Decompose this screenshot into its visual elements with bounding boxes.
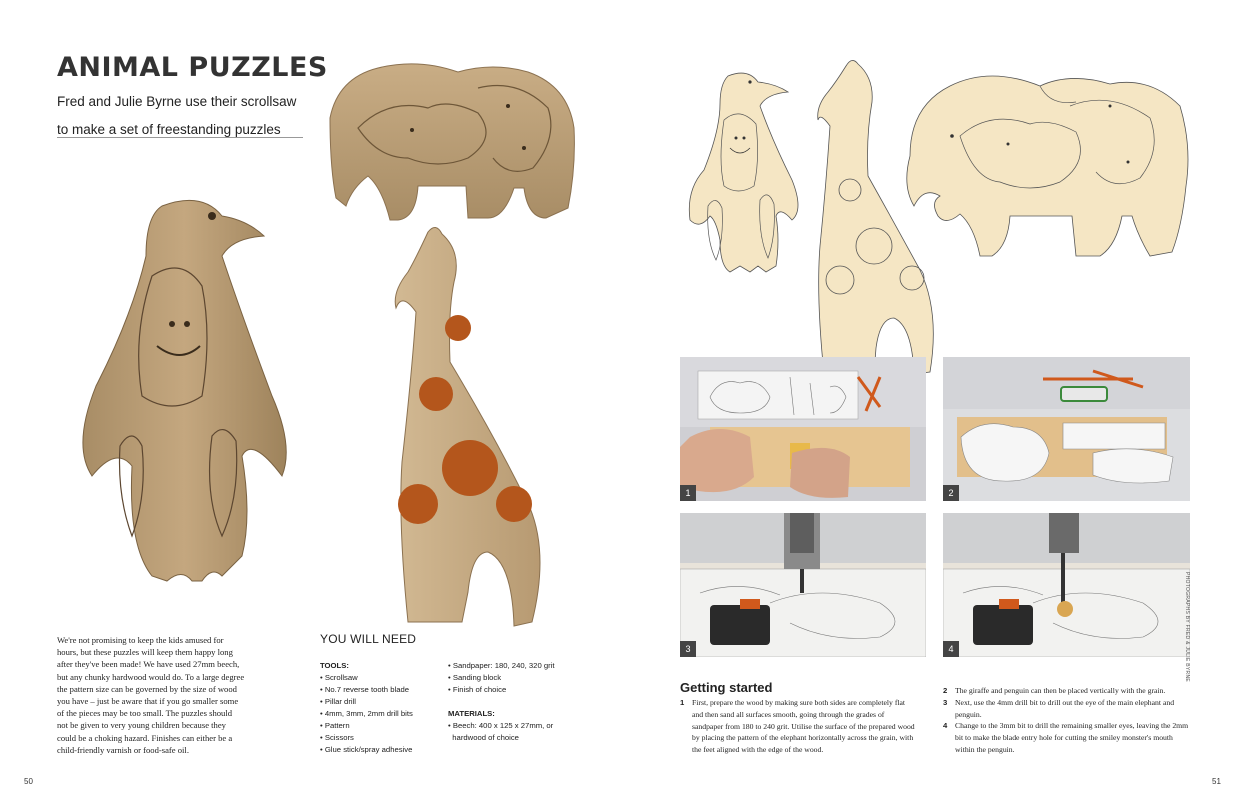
- list-item: • Pattern: [320, 721, 350, 730]
- list-item: • No.7 reverse tooth blade: [320, 685, 410, 694]
- step-number: 1: [680, 698, 685, 707]
- list-item: • Glue stick/spray adhesive: [320, 745, 413, 754]
- step-2: [943, 685, 1189, 697]
- list-item: • Beech: 400 x 125 x 27mm, or: [448, 721, 554, 730]
- step-4: [943, 720, 1189, 755]
- tools-heading: TOOLS:: [320, 661, 349, 670]
- step-text: First, prepare the wood by making sure both sides are completely flat and then sand all surfaces smooth, going through the grades of sandpaper from 180 to 240 grit. Utilise the surface of the prepared wood by placing the pattern of the elephant horizontally across the grain, with the feet aligned with the edge of the wood.: [692, 698, 915, 755]
- list-item: hardwood of choice: [448, 733, 519, 742]
- photo-label-2: 2: [943, 485, 959, 501]
- page-subtitle: [57, 88, 317, 144]
- wooden-penguin-photo: [72, 196, 294, 590]
- step-text: The giraffe and penguin can then be placed vertically with the grain.: [955, 686, 1166, 695]
- step-photo-2: [943, 357, 1190, 501]
- step-3: [943, 697, 1189, 721]
- pattern-penguin: [680, 70, 800, 276]
- pattern-elephant: [900, 66, 1192, 260]
- materials-heading: MATERIALS:: [448, 709, 495, 718]
- page-title: ANIMAL PUZZLES: [57, 52, 328, 83]
- page-number-left: 50: [24, 777, 33, 786]
- list-item: • Sandpaper: 180, 240, 320 grit: [448, 661, 555, 670]
- step-text: Change to the 3mm bit to drill the remaining smaller eyes, leaving the 2mm bit to make the blade entry hole for cutting the smiley monster's mouth within the penguin.: [955, 721, 1189, 754]
- steps-column-1: [680, 697, 916, 756]
- wooden-elephant-photo: [318, 58, 580, 226]
- step-1: [680, 697, 916, 756]
- step-photo-3: [680, 513, 926, 657]
- list-item: • Scissors: [320, 733, 354, 742]
- step-text: Next, use the 4mm drill bit to drill out the eye of the main elephant and penguin.: [955, 697, 1175, 719]
- photo-label-3: 3: [680, 641, 696, 657]
- wooden-giraffe-photo: [392, 222, 552, 630]
- step-photo-4: [943, 513, 1190, 657]
- photo-label-4: 4: [943, 641, 959, 657]
- list-item: • Scrollsaw: [320, 673, 358, 682]
- page-number-right: 51: [1212, 777, 1221, 786]
- subtitle-line-2: to make a set of freestanding puzzles: [57, 122, 281, 137]
- supplies-list: [448, 660, 588, 744]
- steps-column-2: [943, 685, 1189, 756]
- tools-list: [320, 660, 440, 756]
- title-rule: [57, 137, 303, 138]
- step-number: 3: [943, 697, 948, 707]
- photo-label-1: 1: [680, 485, 696, 501]
- list-item: • 4mm, 3mm, 2mm drill bits: [320, 709, 413, 718]
- list-item: • Finish of choice: [448, 685, 507, 694]
- subtitle-line-1: Fred and Julie Byrne use their scrollsaw: [57, 94, 297, 109]
- intro-paragraph: We're not promising to keep the kids amused for hours, but these puzzles will keep them happy long after they've been made! We have used 27mm beech, but any chunky hardwood would do. To a large degree the pattern size can be governed by the size of wood you have – just be aware that if you go smaller some of the pieces may be too small. The puzzles should not be given to very young children because they could be a choking hazard. Finishes can either be a child-friendly varnish or food-safe oil.: [57, 635, 245, 755]
- list-item: • Sanding block: [448, 673, 502, 682]
- photo-credit: PHOTOGRAPHS BY FRED & JULIE BYRNE: [1184, 572, 1190, 683]
- getting-started-heading: Getting started: [680, 680, 773, 695]
- step-photo-1: [680, 357, 926, 501]
- you-will-need-heading: YOU WILL NEED: [320, 632, 417, 646]
- list-item: • Pillar drill: [320, 697, 357, 706]
- step-number: 4: [943, 721, 948, 731]
- step-number: 2: [943, 686, 948, 695]
